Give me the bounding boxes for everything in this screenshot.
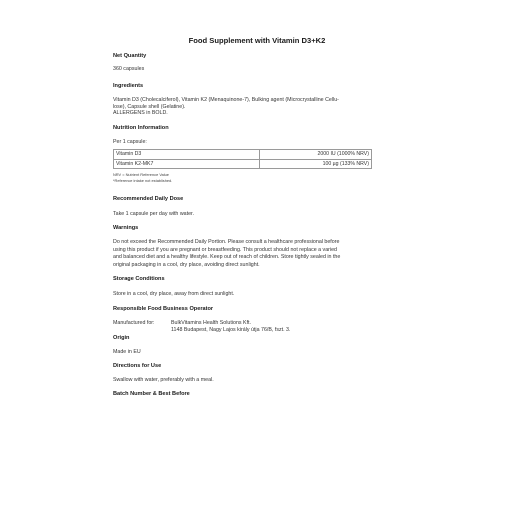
warnings-line-3: and balanced diet and a healthy lifestyle. Keep out of reach of children. Store tightly sealed in the bbox=[113, 254, 341, 260]
warnings-line-2: using this product if you are pregnant or breastfeeding. This product should not replace a varied bbox=[113, 246, 337, 253]
nutrient-name: Vitamin K2-MK7 bbox=[114, 159, 260, 169]
net-quantity-heading: Net Quantity bbox=[113, 53, 147, 59]
nutrition-table bbox=[113, 149, 372, 169]
directions-text: Swallow with water, preferably with a meal. bbox=[113, 377, 214, 383]
nutrition-per-serving: Per 1 capsule: bbox=[113, 139, 147, 145]
ingredients-allergens: ALLERGENS in BOLD. bbox=[113, 110, 168, 116]
dose-heading: Recommended Daily Dose bbox=[113, 196, 184, 202]
storage-heading: Storage Conditions bbox=[113, 276, 165, 282]
nutrient-value: 100 µg (133% NRV) bbox=[260, 159, 372, 169]
net-quantity-value: 360 capsules bbox=[113, 66, 145, 72]
ingredients-heading: Ingredients bbox=[113, 83, 144, 89]
dose-text: Take 1 capsule per day with water. bbox=[113, 211, 194, 217]
nutrient-value: 2000 IU (1000% NRV) bbox=[260, 150, 372, 160]
ingredients-line-2: lose), Capsule shell (Gelatine). bbox=[113, 103, 186, 110]
origin-heading: Origin bbox=[113, 335, 130, 341]
origin-text: Made in EU bbox=[113, 349, 141, 355]
storage-text: Store in a cool, dry place, away from direct sunlight. bbox=[113, 291, 235, 297]
batch-heading: Batch Number & Best Before bbox=[113, 391, 190, 397]
manufactured-for-label: Manufactured for: bbox=[113, 319, 155, 326]
operator-name: BulkVitamins Health Solutions Kft. bbox=[171, 319, 251, 326]
operator-heading: Responsible Food Business Operator bbox=[113, 306, 214, 312]
document-title: Food Supplement with Vitamin D3+K2 bbox=[188, 36, 326, 45]
ingredients-line-1: Vitamin D3 (Cholecalciferol), Vitamin K2 (Menaquinone-7), Bulking agent (Microcrystalline Cellu- bbox=[113, 97, 339, 103]
warnings-line-1: Do not exceed the Recommended Daily Portion. Please consult a healthcare professional before bbox=[113, 239, 340, 245]
warnings-line-4: original packaging in a cool, dry place, avoiding direct sunlight. bbox=[113, 261, 260, 268]
directions-heading: Directions for Use bbox=[113, 363, 162, 369]
nrv-note: NRV = Nutrient Reference Value bbox=[113, 172, 169, 177]
nutrient-name: Vitamin D3 bbox=[114, 150, 260, 160]
table-row bbox=[114, 150, 372, 160]
reference-intake-note: *Reference intake not established. bbox=[113, 177, 173, 183]
nutrition-heading: Nutrition Information bbox=[113, 125, 169, 131]
warnings-heading: Warnings bbox=[113, 225, 139, 231]
table-row bbox=[114, 159, 372, 169]
operator-address: 1148 Budapest, Nagy Lajos király útja 76/B, fszt. 3. bbox=[171, 326, 291, 333]
